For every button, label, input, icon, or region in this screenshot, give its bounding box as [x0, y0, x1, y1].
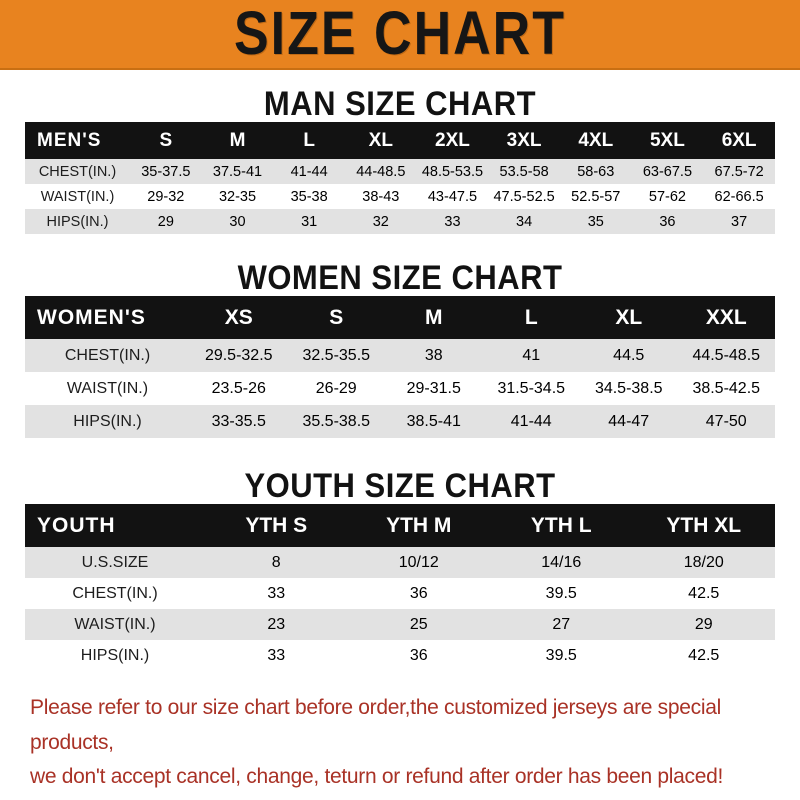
men-column-header: 6XL	[721, 129, 757, 151]
disclaimer-line-2: we don't accept cancel, change, teturn or refund after order has been placed!	[30, 765, 724, 789]
table-cell: 48.5-53.5	[421, 163, 484, 180]
youth-column-header: YTH S	[245, 513, 308, 537]
youth-table-title: YOUTH	[37, 513, 116, 537]
table-cell: 42.5	[688, 646, 720, 664]
youth-column-header: YTH L	[530, 513, 592, 537]
table-cell: 25	[409, 615, 428, 633]
table-cell: 38	[424, 346, 443, 364]
table-cell: 33	[267, 646, 286, 664]
table-cell: 27	[552, 615, 571, 633]
men-waist-row	[25, 184, 775, 209]
table-cell: 26-29	[315, 379, 357, 397]
women-column-header: S	[329, 305, 344, 329]
table-cell: 57-62	[648, 188, 686, 205]
women-column-header: XL	[615, 305, 643, 329]
table-cell: 33	[267, 584, 286, 602]
table-cell: 38.5-42.5	[692, 379, 761, 397]
women-table-title: WOMEN'S	[37, 305, 146, 329]
row-label: WAIST(IN.)	[74, 615, 156, 633]
table-cell: 8	[271, 553, 281, 571]
table-cell: 41-44	[510, 412, 552, 430]
table-cell: 29-32	[147, 188, 185, 205]
table-cell: 44.5	[613, 346, 645, 364]
youth-chest-row	[25, 578, 775, 609]
table-cell: 34.5-38.5	[594, 379, 663, 397]
table-cell: 67.5-72	[714, 163, 764, 180]
table-cell: 38-43	[362, 188, 400, 205]
men-size-table	[25, 122, 775, 234]
youth-hips-row	[25, 640, 775, 671]
table-cell: 35-37.5	[141, 163, 191, 180]
table-cell: 32	[372, 213, 389, 230]
table-cell: 63-67.5	[642, 163, 693, 180]
women-column-header: L	[524, 305, 538, 329]
table-cell: 44-47	[608, 412, 650, 430]
table-cell: 47.5-52.5	[493, 188, 555, 205]
men-column-header: 3XL	[506, 129, 542, 151]
row-label: HIPS(IN.)	[46, 213, 109, 230]
men-column-header: XL	[368, 129, 393, 151]
table-cell: 10/12	[398, 553, 439, 571]
table-cell: 31.5-34.5	[497, 379, 566, 397]
table-cell: 38.5-41	[406, 412, 461, 430]
table-cell: 32.5-35.5	[302, 346, 371, 364]
women-table-header-row	[25, 296, 775, 339]
youth-table-header-row	[25, 504, 775, 547]
table-cell: 29	[694, 615, 713, 633]
table-cell: 33	[444, 213, 461, 230]
women-size-table	[25, 296, 775, 438]
table-cell: 34	[516, 213, 533, 230]
table-cell: 53.5-58	[499, 163, 549, 180]
youth-column-header: YTH XL	[666, 513, 742, 537]
table-cell: 35-38	[290, 188, 328, 205]
table-cell: 37.5-41	[212, 163, 263, 180]
men-table-header-row	[25, 122, 775, 159]
table-cell: 31	[301, 213, 318, 230]
youth-column-header: YTH M	[386, 513, 452, 537]
table-cell: 37	[731, 213, 748, 230]
table-cell: 47-50	[705, 412, 747, 430]
table-cell: 44.5-48.5	[692, 346, 761, 364]
youth-ussize-row	[25, 547, 775, 578]
table-cell: 32-35	[218, 188, 257, 205]
table-cell: 23	[267, 615, 286, 633]
table-cell: 14/16	[541, 553, 582, 571]
youth-section-heading: YOUTH SIZE CHART	[244, 465, 556, 506]
youth-waist-row	[25, 609, 775, 640]
women-waist-row	[25, 372, 775, 405]
banner-title: SIZE CHART	[234, 0, 566, 69]
men-column-header: S	[159, 129, 173, 151]
table-cell: 52.5-57	[571, 188, 621, 205]
table-cell: 58-63	[577, 163, 615, 180]
men-column-header: 2XL	[435, 129, 470, 151]
table-cell: 41-44	[290, 163, 328, 180]
women-hips-row	[25, 405, 775, 438]
table-cell: 29	[157, 213, 174, 230]
table-cell: 39.5	[545, 584, 577, 602]
men-chest-row	[25, 159, 775, 184]
row-label: CHEST(IN.)	[38, 163, 117, 180]
women-section-heading: WOMEN SIZE CHART	[237, 257, 563, 298]
size-chart-banner	[0, 0, 800, 70]
table-cell: 36	[659, 213, 676, 230]
row-label: U.S.SIZE	[81, 553, 149, 571]
table-cell: 35	[587, 213, 604, 230]
table-cell: 35.5-38.5	[302, 412, 371, 430]
table-cell: 29-31.5	[406, 379, 461, 397]
table-cell: 44-48.5	[356, 163, 406, 180]
table-cell: 18/20	[683, 553, 724, 571]
row-label: WAIST(IN.)	[40, 188, 115, 205]
row-label: CHEST(IN.)	[64, 346, 151, 364]
man-section-heading: MAN SIZE CHART	[263, 83, 537, 124]
table-cell: 36	[409, 584, 428, 602]
row-label: HIPS(IN.)	[80, 646, 150, 664]
men-column-header: M	[229, 129, 246, 151]
table-cell: 41	[522, 346, 541, 364]
women-column-header: XXL	[705, 305, 747, 329]
disclaimer-note	[0, 691, 800, 795]
table-cell: 36	[409, 646, 428, 664]
table-cell: 23.5-26	[211, 379, 266, 397]
row-label: HIPS(IN.)	[73, 412, 142, 430]
women-column-header: M	[425, 305, 443, 329]
men-column-header: 5XL	[649, 129, 685, 151]
women-chest-row	[25, 339, 775, 372]
table-cell: 30	[229, 213, 246, 230]
disclaimer-line-1: Please refer to our size chart before order,the customized jerseys are special products,	[30, 696, 721, 754]
row-label: WAIST(IN.)	[66, 379, 149, 397]
row-label: CHEST(IN.)	[72, 584, 158, 602]
men-table-title: MEN'S	[37, 129, 102, 151]
table-cell: 33-35.5	[211, 412, 266, 430]
men-column-header: 4XL	[578, 129, 614, 151]
table-cell: 43-47.5	[427, 188, 478, 205]
table-cell: 39.5	[545, 646, 577, 664]
table-cell: 29.5-32.5	[204, 346, 273, 364]
youth-size-table	[25, 504, 775, 671]
women-column-header: XS	[224, 305, 253, 329]
men-column-header: L	[303, 129, 315, 151]
men-hips-row	[25, 209, 775, 234]
table-cell: 42.5	[688, 584, 720, 602]
table-cell: 62-66.5	[714, 188, 764, 205]
